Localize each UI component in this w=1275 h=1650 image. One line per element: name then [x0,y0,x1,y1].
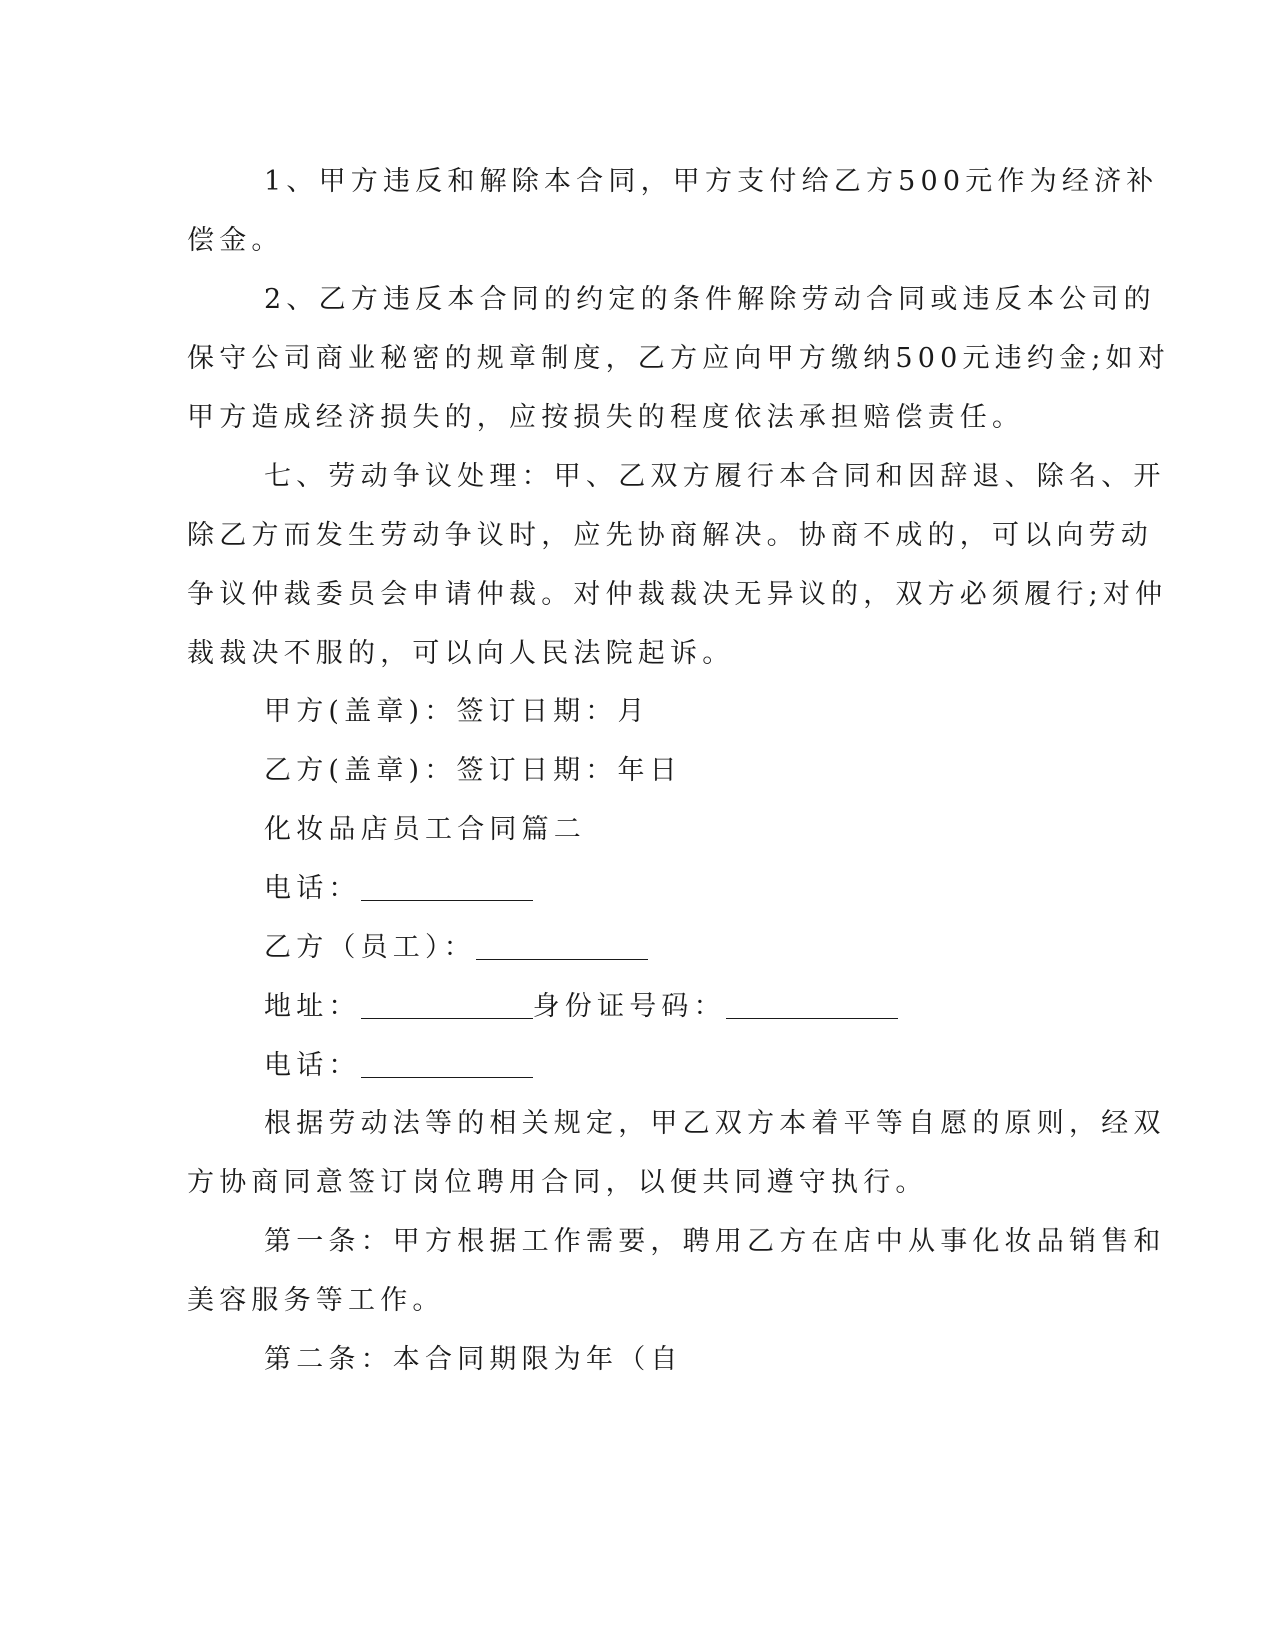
paragraph-4-line-1: 根据劳动法等的相关规定，甲乙双方本着平等自愿的原则，经双 [264,1108,1166,1139]
phone-blank [361,1051,533,1078]
address-label: 地址： [264,991,361,1022]
paragraph-6-line-1: 第二条：本合同期限为年（自 [264,1344,683,1375]
paragraph-4-line-2: 方协商同意签订岗位聘用合同，以便共同遵守执行。 [187,1167,928,1198]
signature-party-a: 甲方(盖章)：签订日期：月 [264,696,650,727]
paragraph-1-line-1: 1、甲方违反和解除本合同，甲方支付给乙方500元作为经济补 [264,166,1159,197]
id-number-label: 身份证号码： [532,991,726,1022]
paragraph-2-line-3: 甲方造成经济损失的，应按损失的程度依法承担赔偿责任。 [187,402,1025,433]
paragraph-3-line-4: 裁裁决不服的，可以向人民法院起诉。 [187,638,735,669]
address-blank [361,992,533,1019]
phone-label: 电话： [264,1050,361,1081]
id-number-blank [726,992,898,1019]
phone-blank [361,874,533,901]
paragraph-2-line-1: 2、乙方违反本合同的约定的条件解除劳动合同或违反本公司的 [264,284,1156,315]
phone-row-1 [0,869,533,909]
paragraph-2-line-2: 保守公司商业秘密的规章制度，乙方应向甲方缴纳500元违约金;如对 [187,343,1171,374]
paragraph-1-line-2: 偿金。 [187,225,284,256]
party-b-employee-blank [476,933,648,960]
phone-row-2 [0,1046,533,1086]
section-title: 化妆品店员工合同篇二 [264,814,586,845]
party-b-employee-row [0,928,648,968]
signature-party-b: 乙方(盖章)：签订日期：年日 [264,755,682,786]
paragraph-5-line-1: 第一条：甲方根据工作需要，聘用乙方在店中从事化妆品销售和 [264,1226,1166,1257]
party-b-employee-label: 乙方（员工）： [264,932,476,963]
paragraph-3-line-3: 争议仲裁委员会申请仲裁。对仲裁裁决无异议的，双方必须履行;对仲 [187,579,1168,610]
paragraph-5-line-2: 美容服务等工作。 [187,1285,445,1316]
paragraph-3-line-2: 除乙方而发生劳动争议时，应先协商解决。协商不成的，可以向劳动 [187,520,1153,551]
paragraph-3-line-1: 七、劳动争议处理：甲、乙双方履行本合同和因辞退、除名、开 [264,461,1166,492]
address-id-row [0,987,898,1027]
phone-label: 电话： [264,873,361,904]
